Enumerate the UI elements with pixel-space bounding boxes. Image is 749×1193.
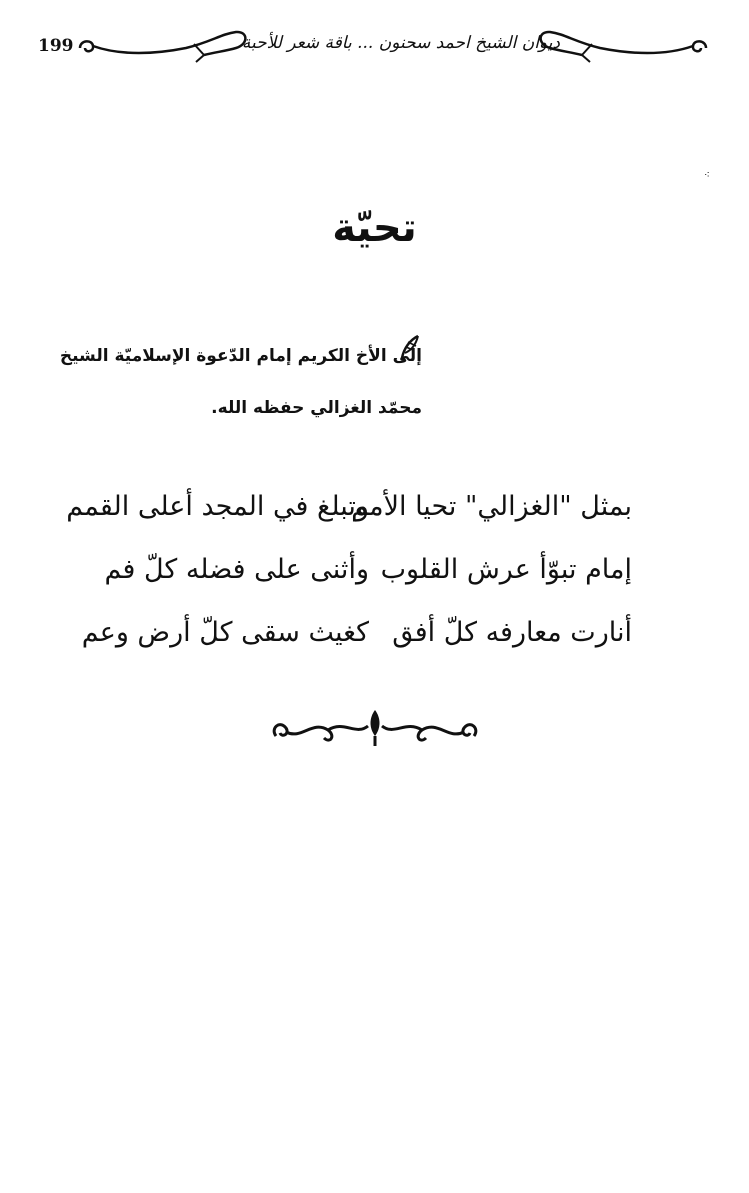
page-number: 199 xyxy=(38,36,74,56)
second-hemistich: وتبلغ في المجد أعلى القمم xyxy=(66,491,369,522)
first-hemistich: إمام تبوّأ عرش القلوب xyxy=(380,554,632,585)
dedication-line: محمّد الغزالي حفظه الله. xyxy=(211,398,422,418)
scroll-ornament-icon xyxy=(76,22,251,68)
verse xyxy=(104,538,632,601)
scroll-ornament-icon xyxy=(535,22,710,68)
running-title: ديوان الشيخ احمد سحنون ... باقة شعر للأحبة xyxy=(241,33,560,53)
dedication xyxy=(36,330,422,434)
running-header xyxy=(30,22,720,68)
margin-mark: ⁖ xyxy=(704,170,710,181)
poem-verses xyxy=(66,475,632,664)
second-hemistich: وأثنى على فضله كلّ فم xyxy=(104,554,369,585)
first-hemistich: بمثل "الغزالي" تحيا الأمم xyxy=(351,491,632,522)
verse xyxy=(81,601,632,664)
dedication-line: إلى الأخ الكريم إمام الدّعوة الإسلاميّة الشيخ xyxy=(59,346,422,366)
flourish-divider-icon xyxy=(268,706,482,750)
poem-title: تحيّة xyxy=(332,205,417,251)
first-hemistich: أنارت معارفه كلّ أفق xyxy=(392,617,632,648)
second-hemistich: كغيث سقى كلّ أرض وعم xyxy=(81,617,369,648)
verse xyxy=(66,475,632,538)
